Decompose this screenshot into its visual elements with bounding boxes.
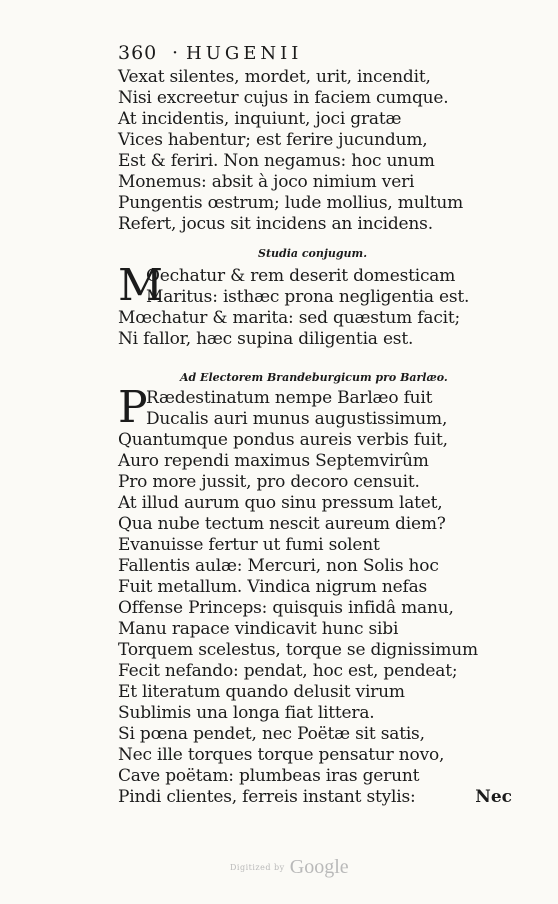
verse-line: Rædestinatum nempe Barlæo fuit — [146, 388, 433, 408]
page-number: 360 — [118, 42, 158, 64]
verse-line: Quantumque pondus aureis verbis fuit, — [118, 430, 448, 450]
verse-line: Et literatum quando delusit virum — [118, 682, 405, 702]
page-header — [118, 42, 448, 65]
digitized-label: Digitized by — [230, 863, 285, 872]
verse-line: Torquem scelestus, torque se dignissimum — [118, 640, 478, 660]
verse-line: Maritus: isthæc prona negligentia est. — [146, 287, 470, 307]
verse-line: Fuit metallum. Vindica nigrum nefas — [118, 577, 428, 597]
catchword: Nec — [475, 787, 512, 807]
verse-line: Nisi excreetur cujus in faciem cumque. — [118, 88, 449, 108]
verse-line: Monemus: absit à joco nimium veri — [118, 172, 415, 192]
verse-line: Manu rapace vindicavit hunc sibi — [118, 619, 399, 639]
verse-line: Pindi clientes, ferreis instant stylis: — [118, 787, 416, 807]
drop-cap-m: M — [118, 260, 164, 311]
verse-line: Si pœna pendet, nec Poëtæ sit satis, — [118, 724, 425, 744]
google-logo: Google — [289, 856, 349, 878]
verse-line: Nec ille torques torque pensatur novo, — [118, 745, 445, 765]
verse-line: Ducalis auri munus augustissimum, — [146, 409, 448, 429]
verse-line: Pungentis œstrum; lude mollius, multum — [118, 193, 464, 213]
poem-stanza-3 — [118, 382, 478, 808]
verse-line: Oechatur & rem deserit domesticam — [146, 266, 456, 286]
verse-line: Auro rependi maximus Septemvirûm — [118, 451, 429, 471]
verse-line: At incidentis, inquiunt, joci gratæ — [118, 109, 402, 129]
verse-line: Est & feriri. Non negamus: hoc unum — [118, 151, 435, 171]
verse-line: Qua nube tectum nescit aureum diem? — [118, 514, 446, 534]
verse-line: Vices habentur; est ferire jucundum, — [118, 130, 428, 150]
verse-line: Fallentis aulæ: Mercuri, non Solis hoc — [118, 556, 439, 576]
verse-line: Ni fallor, hæc supina diligentia est. — [118, 329, 414, 349]
verse-line: Mœchatur & marita: sed quæstum facit; — [118, 308, 461, 328]
verse-line: Fecit nefando: pendat, hoc est, pendeat; — [118, 661, 458, 681]
verse-line: Evanuisse fertur ut fumi solent — [118, 535, 380, 555]
poem-stanza-1 — [118, 67, 464, 235]
verse-line: At illud aurum quo sinu pressum latet, — [118, 493, 443, 513]
verse-line: Vexat silentes, mordet, urit, incendit, — [118, 67, 431, 87]
verse-line: Offense Princeps: quisquis infidâ manu, — [118, 598, 454, 618]
drop-cap-p: P — [118, 382, 148, 433]
verse-line: Sublimis una longa fiat littera. — [118, 703, 375, 723]
digitized-watermark — [230, 856, 349, 879]
poem-stanza-2 — [118, 260, 470, 350]
header-separator: · — [171, 42, 179, 64]
running-title: HUGENII — [186, 43, 303, 64]
poem-heading-studia: Studia conjugum. — [258, 247, 368, 260]
verse-line: Refert, jocus sit incidens an incidens. — [118, 214, 433, 234]
verse-line: Cave poëtam: plumbeas iras gerunt — [118, 766, 420, 786]
verse-line: Pro more jussit, pro decoro censuit. — [118, 472, 420, 492]
poem-heading-electorem: Ad Electorem Brandeburgicum pro Barlæo. — [180, 371, 448, 384]
